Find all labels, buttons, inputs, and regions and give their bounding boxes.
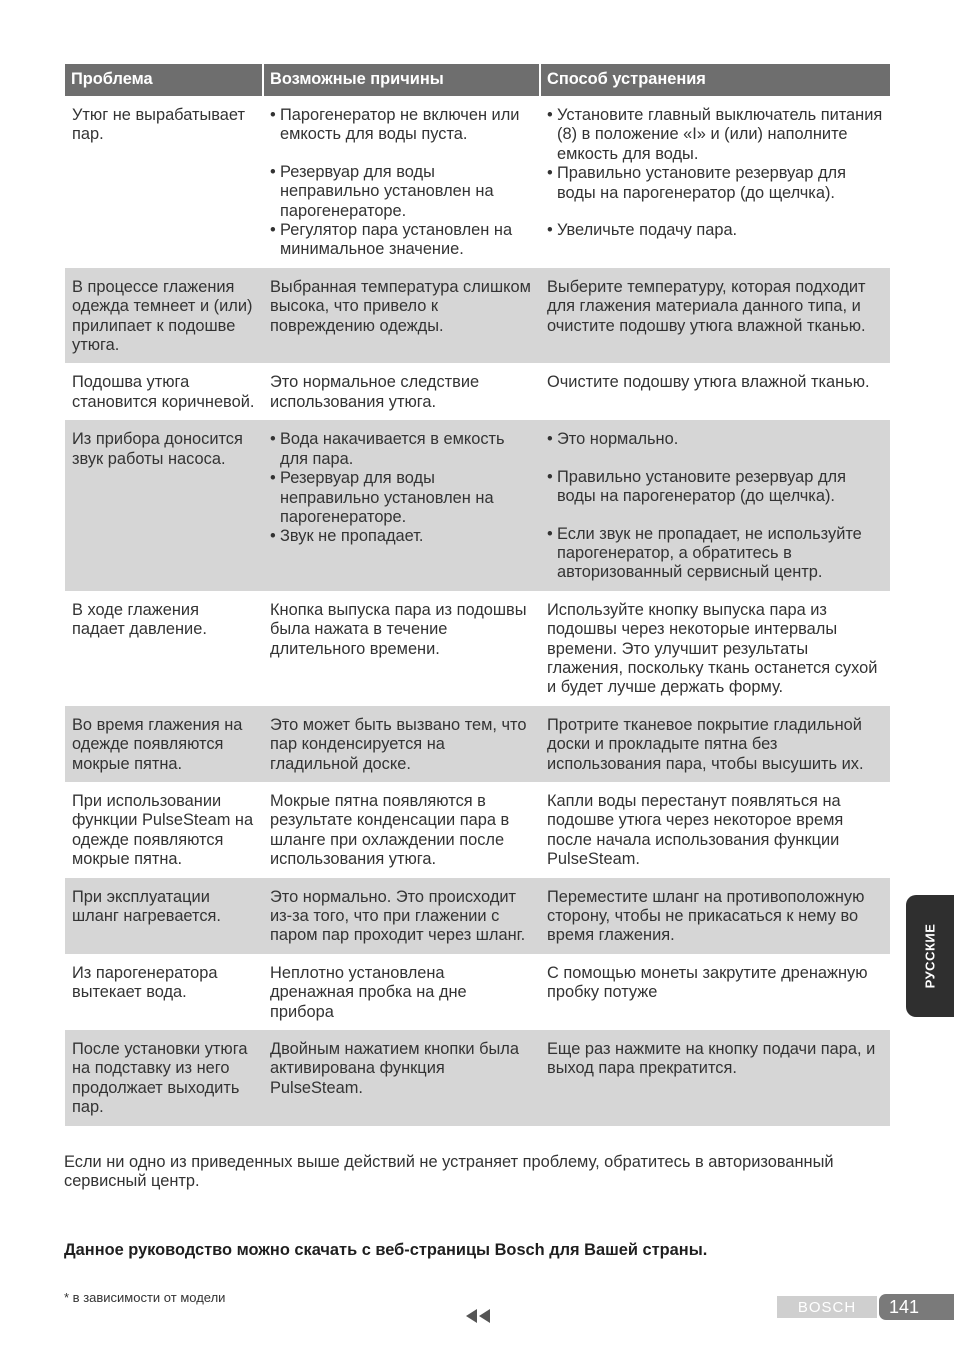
causes-cell [263, 420, 540, 590]
causes-cell: Двойным нажатием кнопки была активирована функция PulseSteam. [263, 1030, 540, 1126]
table-row [65, 96, 890, 268]
problem-cell: Утюг не вырабатывает пар. [72, 106, 245, 144]
causes-cell: Это может быть вызвано тем, что пар конденсируется на гладильной доске. [263, 706, 540, 782]
problem-cell: При эксплуатации шланг нагревается. [65, 878, 263, 954]
bullet-item: • Вода накачивается в емкость для пара. [270, 430, 505, 468]
causes-cell: Мокрые пятна появляются в результате конденсации пара в шланге при охлаждении после использования утюга. [270, 791, 510, 869]
bullet-item: • Звук не пропадает. [270, 527, 424, 546]
problem-cell: Из парогенератора вытекает вода. [72, 963, 218, 1002]
bullet-item: • Правильно установите резервуар для воды на парогенератор (до щелчка). [547, 467, 846, 506]
causes-cell: Неплотно установлена дренажная пробка на дне прибора [270, 963, 467, 1021]
solutions-cell: Переместите шланг на противоположную сторону, чтобы не прикасаться к нему во время глажения. [540, 878, 890, 954]
double-left-arrow-icon-svg [464, 1307, 492, 1325]
language-tab-label: РУССКИЕ [922, 923, 938, 989]
problem-cell: Из прибора доносится звук работы насоса. [65, 420, 263, 590]
bullet-item: • Резервуар для воды неправильно установлен на парогенераторе. [270, 469, 494, 526]
language-tab [906, 895, 954, 1017]
bullet-item: • Парогенератор не включен или емкость для воды пуста. [270, 106, 520, 144]
service-note: Если ни одно из приведенных выше действий не устраняет проблему, обратитесь в авторизованный сервисный центр. [64, 1153, 834, 1191]
footnote: * в зависимости от модели [64, 1290, 226, 1305]
table-row [65, 878, 890, 954]
solutions-cell: Протрите тканевое покрытие гладильной доски и прокладыте пятна без использования пара, чтобы высушить их. [540, 706, 890, 782]
causes-cell [263, 96, 540, 268]
problem-cell: В процессе глажения одежда темнеет и (или) прилипает к подошве утюга. [65, 268, 263, 364]
solutions-cell: Используйте кнопку выпуска пара из подошвы через некоторые интервалы времени. Это улучшит результаты глажения, поскольку ткань останется сухой и будет лучше держать форму. [547, 600, 878, 697]
table-row [65, 782, 890, 878]
solutions-cell [540, 96, 890, 268]
bullet-item: • Регулятор пара установлен на минимальное значение. [270, 221, 513, 259]
causes-cell: Выбранная температура слишком высока, что привело к повреждению одежды. [263, 268, 540, 364]
bullet-item: • Увеличьте подачу пара. [547, 221, 738, 240]
causes-cell: Кнопка выпуска пара из подошвы была нажата в течение длительного времени. [270, 600, 527, 658]
problem-cell: При использовании функции PulseSteam на одежде появляются мокрые пятна. [72, 791, 254, 869]
bullet-item: • Это нормально. [547, 430, 679, 449]
header-causes: Возможные причины [263, 64, 540, 96]
table-row [65, 1030, 890, 1126]
table-row [65, 420, 890, 590]
table-header-row [65, 64, 890, 96]
solutions-cell: Очистите подошву утюга влажной тканью. [547, 373, 870, 392]
header-problem: Проблема [65, 64, 263, 96]
bullet-item: • Если звук не пропадает, не используйте парогенератор, а обратитесь в авторизованный сервисный центр. [547, 524, 862, 582]
solutions-cell: С помощью монеты закрутите дренажную пробку потуже [547, 963, 868, 1002]
bullet-item: • Резервуар для воды неправильно установлен на парогенераторе. [270, 162, 494, 220]
bullet-item: • Установите главный выключатель питания (8) в положение «I» и (или) наполните емкость для воды. [547, 106, 883, 163]
troubleshooting-table [64, 64, 890, 1126]
table-row [65, 363, 890, 420]
page-number: 141 [879, 1294, 954, 1320]
problem-cell: После установки утюга на подставку из него продолжает выходить пар. [65, 1030, 263, 1126]
table-row [65, 268, 890, 364]
header-solutions: Способ устранения [540, 64, 890, 96]
bullet-item: • Правильно установите резервуар для воды на парогенератор (до щелчка). [547, 164, 846, 202]
solutions-cell: Еще раз нажмите на кнопку подачи пара, и выход пара прекратится. [540, 1030, 890, 1126]
problem-cell: Во время глажения на одежде появляются мокрые пятна. [65, 706, 263, 782]
table-row [65, 954, 890, 1030]
download-note: Данное руководство можно скачать с веб-страницы Bosch для Вашей страны. [64, 1241, 708, 1259]
table-row [65, 706, 890, 782]
problem-cell: В ходе глажения падает давление. [72, 600, 207, 639]
table-row [65, 591, 890, 706]
solutions-cell: Выберите температуру, которая подходит для глажения материала данного типа, и очистите подошву утюга влажной тканью. [540, 268, 890, 364]
problem-cell: Подошва утюга становится коричневой. [72, 373, 255, 411]
causes-cell: Это нормально. Это происходит из-за того, что при глажении с паром пар проходит через шланг. [263, 878, 540, 954]
causes-cell: Это нормальное следствие использования утюга. [270, 373, 480, 411]
solutions-cell [540, 420, 890, 590]
brand-label: BOSCH [777, 1296, 877, 1318]
double-left-arrow-icon[interactable] [464, 1307, 492, 1325]
solutions-cell: Капли воды перестанут появляться на подошве утюга через некоторое время после начала использования функции PulseSteam. [547, 791, 844, 869]
